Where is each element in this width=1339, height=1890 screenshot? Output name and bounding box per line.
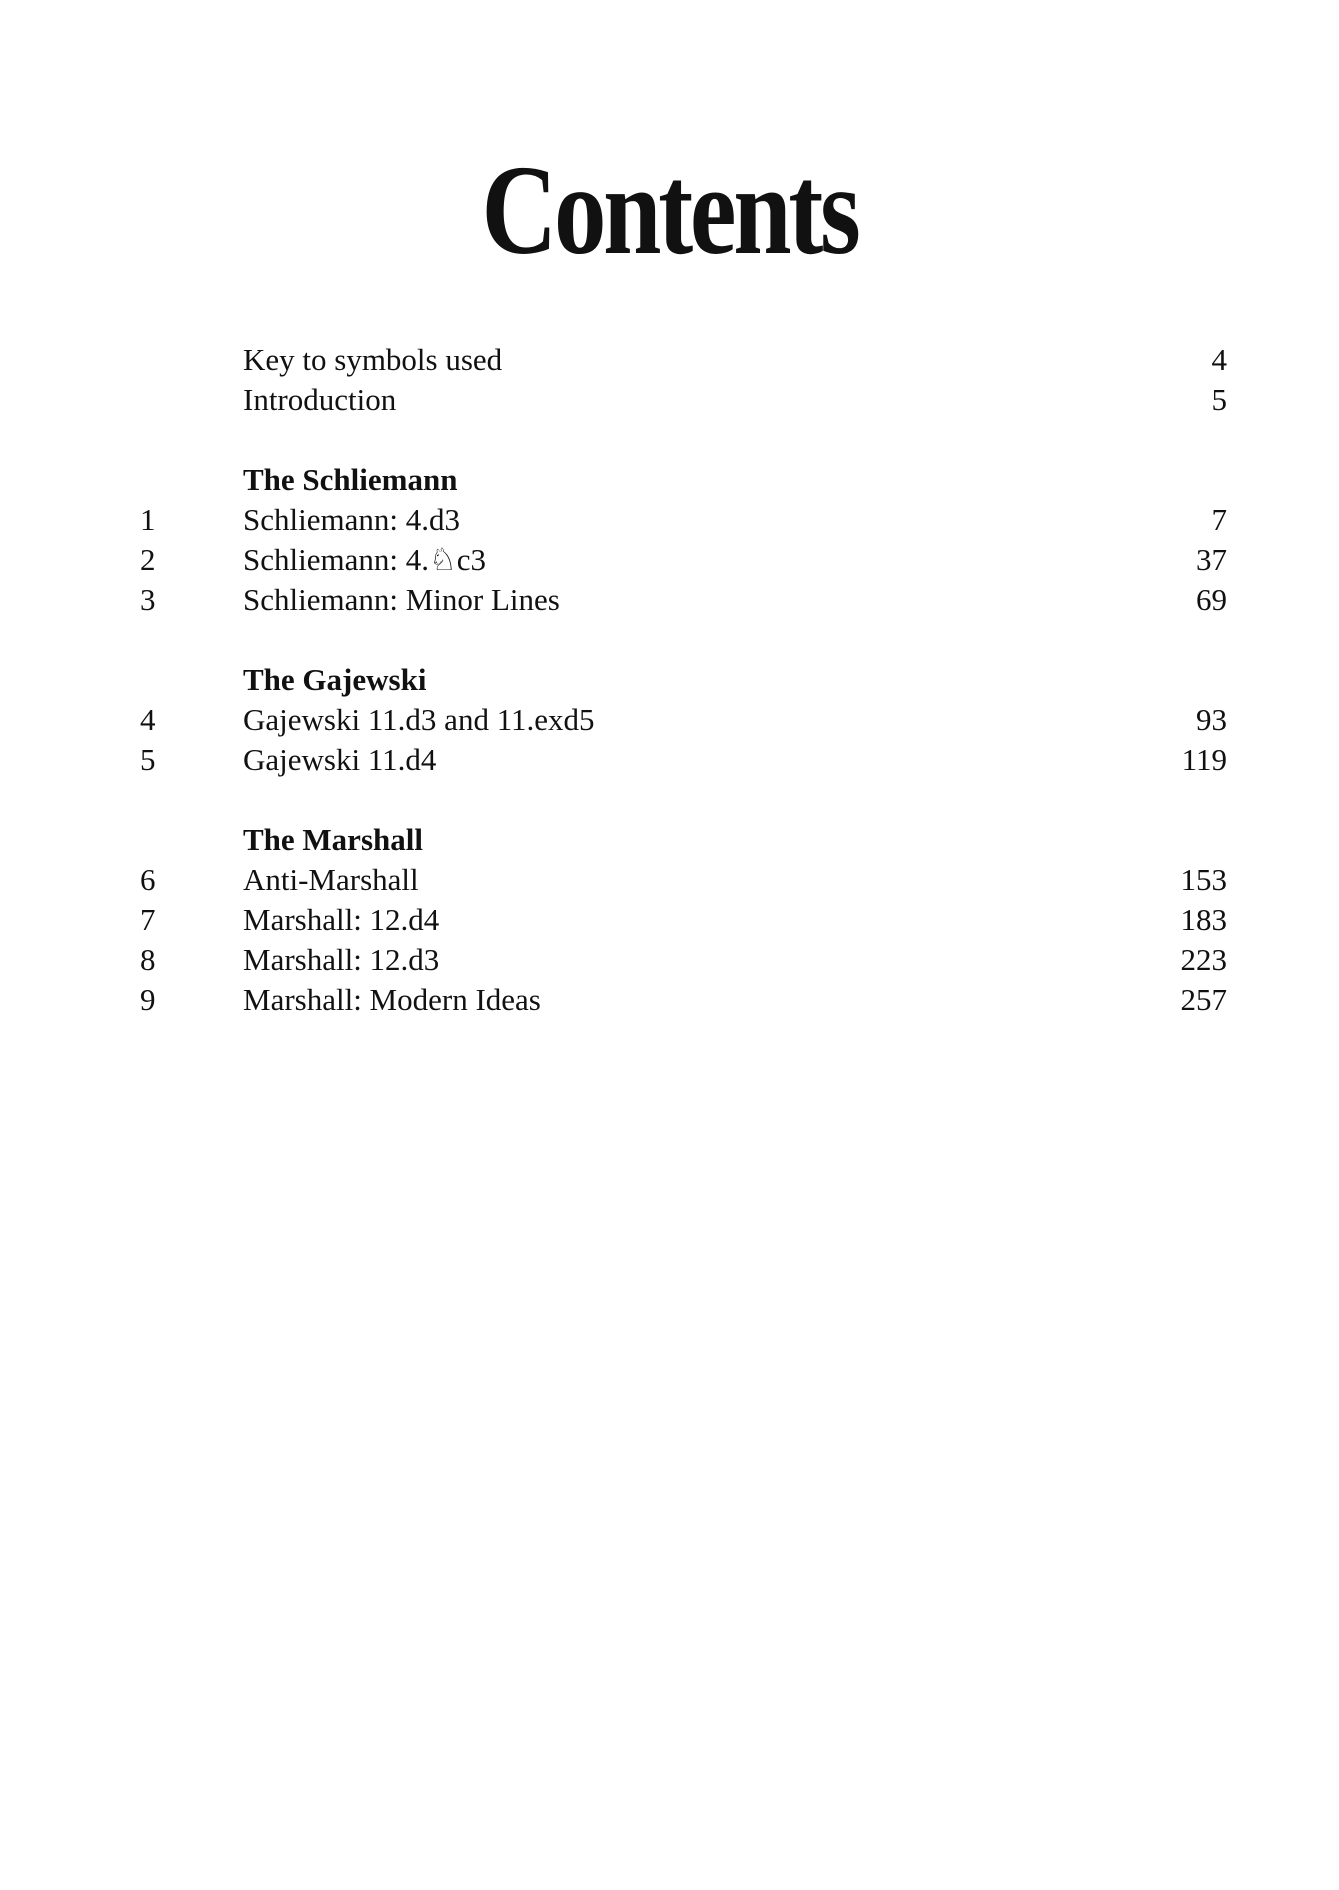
toc-entry[interactable] [0,540,1339,580]
chapter-number: 5 [140,742,156,777]
toc-entry-introduction[interactable] [0,380,1339,420]
toc-entry-page: 93 [1196,702,1227,737]
toc-entry-page: 4 [1211,342,1227,377]
toc-entry-label: Schliemann: 4.♘c3 [243,542,487,577]
toc-entry-page: 257 [1180,982,1227,1017]
toc-entry-label: Schliemann: 4.d3 [243,502,460,537]
toc-entry-label: Introduction [243,382,397,417]
toc-entry-label: Marshall: Modern Ideas [243,982,541,1017]
chapter-number: 7 [140,902,156,937]
toc-entry-label: Anti-Marshall [243,862,419,897]
toc-entry-page: 37 [1196,542,1227,577]
chapter-number: 4 [140,702,156,737]
toc-entry-page: 7 [1211,502,1227,537]
section-heading-label: The Marshall [243,822,423,857]
toc-entry-page: 153 [1180,862,1227,897]
chapter-number: 1 [140,502,156,537]
toc-entry-label: Marshall: 12.d3 [243,942,440,977]
toc-entry-page: 223 [1180,942,1227,977]
toc-entry-page: 5 [1211,382,1227,417]
toc-entry[interactable] [0,980,1339,1020]
toc-entry-page: 119 [1181,742,1227,777]
page-title: Contents [481,139,858,281]
chapter-number: 9 [140,982,156,1017]
section-heading-gajewski [0,660,1339,700]
section-heading-label: The Gajewski [243,662,427,697]
toc-entry[interactable] [0,900,1339,940]
toc-entry[interactable] [0,740,1339,780]
section-heading-schliemann [0,460,1339,500]
toc-entry[interactable] [0,940,1339,980]
toc-entry-label: Gajewski 11.d3 and 11.exd5 [243,702,595,737]
section-heading-label: The Schliemann [243,462,458,497]
toc-entry-label: Schliemann: Minor Lines [243,582,560,617]
toc-entry-page: 69 [1196,582,1227,617]
toc-entry-page: 183 [1180,902,1227,937]
section-heading-marshall [0,820,1339,860]
chapter-number: 2 [140,542,156,577]
toc-entry-key-to-symbols[interactable] [0,340,1339,380]
toc-entry[interactable] [0,860,1339,900]
toc-entry-label: Key to symbols used [243,342,503,377]
chapter-number: 6 [140,862,156,897]
toc-entry[interactable] [0,500,1339,540]
chapter-number: 3 [140,582,156,617]
toc-entry[interactable] [0,700,1339,740]
table-of-contents [0,340,1339,1020]
chapter-number: 8 [140,942,156,977]
toc-entry-label: Gajewski 11.d4 [243,742,437,777]
toc-entry[interactable] [0,580,1339,620]
toc-entry-label: Marshall: 12.d4 [243,902,440,937]
